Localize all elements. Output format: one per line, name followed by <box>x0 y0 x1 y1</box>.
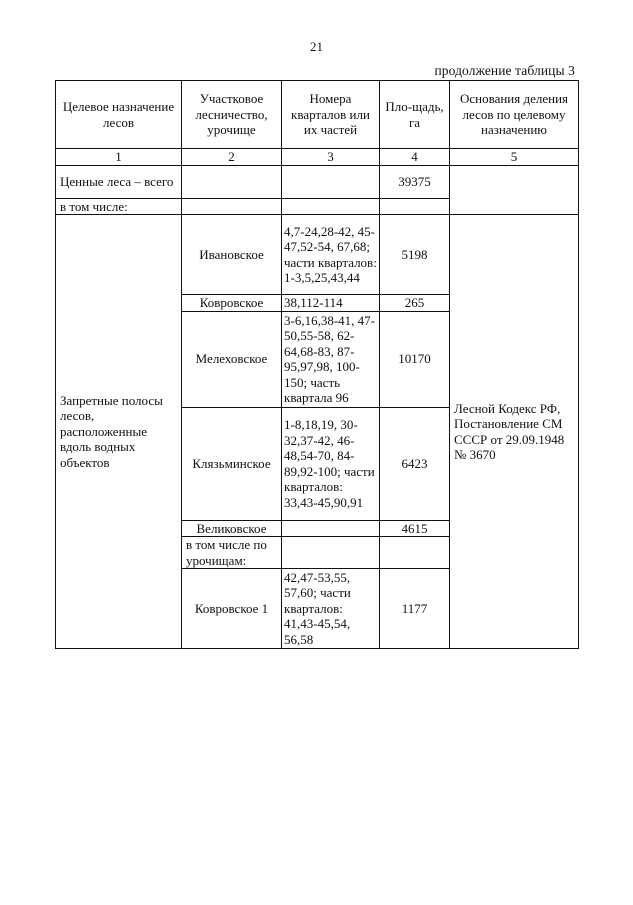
col-number: 1 <box>56 149 182 166</box>
empty-cell <box>380 537 450 569</box>
col-number: 3 <box>282 149 380 166</box>
quarters-list: 1-8,18,19, 30-32,37-42, 46-48,54-70, 84-89,92-100; части кварталов: 33,43-45,90,91 <box>282 407 380 520</box>
forestry-name: Мелеховское <box>182 311 282 407</box>
header-forestry: Участковое лесничество, урочище <box>182 81 282 149</box>
valuable-forests-area: 39375 <box>380 165 450 198</box>
col-number: 2 <box>182 149 282 166</box>
including-label: в том числе: <box>56 198 182 215</box>
header-purpose: Целевое назначение лесов <box>56 81 182 149</box>
area-value: 10170 <box>380 311 450 407</box>
quarters-list: 3-6,16,38-41, 47-50,55-58, 62-64,68-83, 87-95,97,98, 100-150; часть квартала 96 <box>282 311 380 407</box>
area-value: 6423 <box>380 407 450 520</box>
forestry-name: Клязьминское <box>182 407 282 520</box>
forest-purpose-table <box>55 80 579 649</box>
page-number: 21 <box>310 39 323 54</box>
area-value: 265 <box>380 295 450 312</box>
quarters-list: 4,7-24,28-42, 45-47,52-54, 67,68; части кварталов: 1-3,5,25,43,44 <box>282 215 380 295</box>
forestry-name: Великовское <box>182 520 282 537</box>
empty-cell <box>380 198 450 215</box>
empty-cell <box>182 165 282 198</box>
column-number-row <box>56 149 579 166</box>
tract-name: Ковровское 1 <box>182 569 282 649</box>
by-tract-label: в том числе по урочищам: <box>182 537 282 569</box>
valuable-forests-label: Ценные леса – всего <box>56 165 182 198</box>
col-number: 4 <box>380 149 450 166</box>
header-basis: Основания деления лесов по целевому назначению <box>450 81 579 149</box>
table-row <box>56 165 579 198</box>
area-value: 1177 <box>380 569 450 649</box>
col-number: 5 <box>450 149 579 166</box>
forestry-name: Ивановское <box>182 215 282 295</box>
basis-text: Лесной Кодекс РФ, Постановление СМ СССР от 29.09.1948 № 3670 <box>450 215 579 649</box>
empty-cell <box>450 165 579 215</box>
header-quarters: Номера кварталов или их частей <box>282 81 380 149</box>
table-header-row <box>56 81 579 149</box>
empty-cell <box>282 198 380 215</box>
area-value: 5198 <box>380 215 450 295</box>
empty-cell <box>182 198 282 215</box>
forestry-name: Ковровское <box>182 295 282 312</box>
header-area: Пло-щадь, га <box>380 81 450 149</box>
quarters-list: 42,47-53,55, 57,60; части кварталов: 41,43-45,54, 56,58 <box>282 569 380 649</box>
quarters-list: 38,112-114 <box>282 295 380 312</box>
area-value: 4615 <box>380 520 450 537</box>
empty-cell <box>282 537 380 569</box>
table-continuation-label: продолжение таблицы 3 <box>434 63 575 78</box>
quarters-list <box>282 520 380 537</box>
protective-strips-label: Запретные полосы лесов, расположенные вдоль водных объектов <box>56 215 182 649</box>
empty-cell <box>282 165 380 198</box>
table-row <box>56 215 579 295</box>
